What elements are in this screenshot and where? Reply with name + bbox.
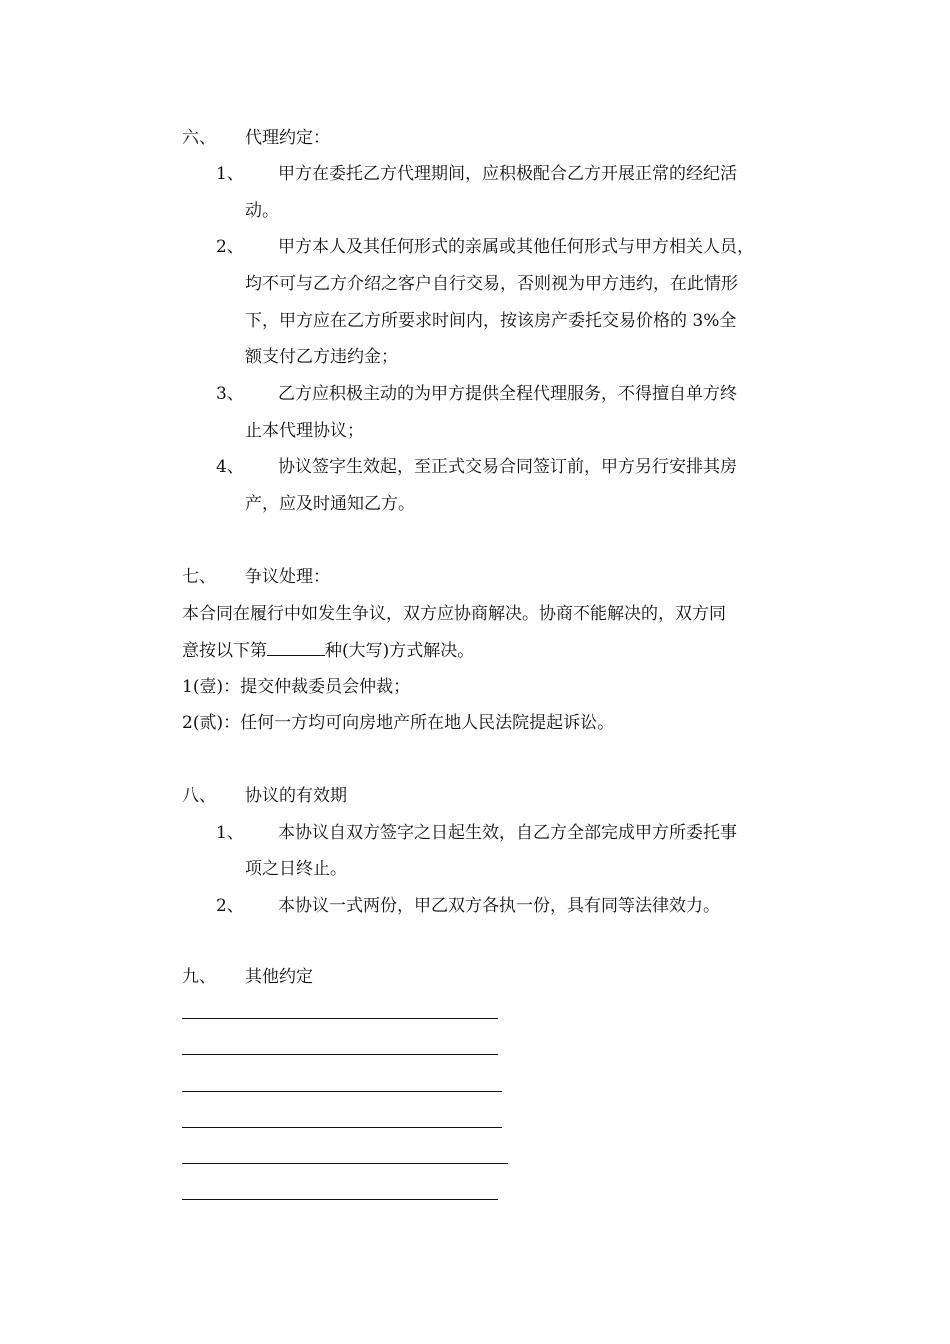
s8-item-2-number: 2、 xyxy=(216,896,244,916)
blank-line-2[interactable] xyxy=(182,1054,498,1055)
section-9-title: 其他约定 xyxy=(245,967,313,987)
section-8-number: 八、 xyxy=(182,786,216,806)
s7-text-before-blank: 意按以下第 xyxy=(182,641,267,661)
s6-item-1-line-2: 动。 xyxy=(245,201,279,221)
s6-item-2-number: 2、 xyxy=(216,237,244,257)
section-9-number: 九、 xyxy=(182,967,216,987)
blank-line-4[interactable] xyxy=(182,1127,502,1128)
s7-paragraph-line-1: 本合同在履行中如发生争议，双方应协商解决。协商不能解决的，双方同 xyxy=(182,604,726,624)
s6-item-2-line-2: 均不可与乙方介绍之客户自行交易，否则视为甲方违约，在此情形 xyxy=(245,274,738,294)
s8-item-1-line-2: 项之日终止。 xyxy=(245,859,347,879)
s6-item-3-line-2: 止本代理协议； xyxy=(245,421,364,441)
s7-paragraph-line-2 xyxy=(182,639,474,662)
blank-line-5[interactable] xyxy=(182,1163,508,1164)
section-8-title: 协议的有效期 xyxy=(245,786,347,806)
s6-item-2-line-3: 下，甲方应在乙方所要求时间内，按该房产委托交易价格的 3%全 xyxy=(245,311,737,331)
s8-item-1-line-1: 本协议自双方签字之日起生效，自乙方全部完成甲方所委托事 xyxy=(278,823,737,843)
s6-item-4-number: 4、 xyxy=(216,457,244,477)
section-6-number: 六、 xyxy=(182,128,216,148)
s6-item-1-number: 1、 xyxy=(216,164,244,184)
blank-line-6[interactable] xyxy=(182,1199,498,1200)
blank-line-1[interactable] xyxy=(182,1018,498,1019)
s6-item-4-line-1: 协议签字生效起，至正式交易合同签订前，甲方另行安排其房 xyxy=(278,457,737,477)
s7-option-1: 1(壹)：提交仲裁委员会仲裁； xyxy=(182,677,411,697)
s8-item-2-line-1: 本协议一式两份，甲乙双方各执一份，具有同等法律效力。 xyxy=(278,896,720,916)
s6-item-2-line-1: 甲方本人及其任何形式的亲属或其他任何形式与甲方相关人员， xyxy=(278,237,754,257)
s7-option-2: 2(贰)：任何一方均可向房地产所在地人民法院提起诉讼。 xyxy=(182,713,615,733)
s6-item-4-line-2: 产，应及时通知乙方。 xyxy=(245,494,415,514)
choice-blank-field[interactable] xyxy=(267,639,325,656)
s6-item-3-number: 3、 xyxy=(216,384,244,404)
s6-item-2-line-4: 额支付乙方违约金； xyxy=(245,347,398,367)
section-7-number: 七、 xyxy=(182,567,216,587)
s6-item-1-line-1: 甲方在委托乙方代理期间，应积极配合乙方开展正常的经纪活 xyxy=(278,164,737,184)
s8-item-1-number: 1、 xyxy=(216,823,244,843)
s7-text-after-blank: 种(大写)方式解决。 xyxy=(325,641,475,661)
blank-line-3[interactable] xyxy=(182,1091,502,1092)
section-6-title: 代理约定： xyxy=(245,128,330,148)
section-7-title: 争议处理： xyxy=(245,567,330,587)
s6-item-3-line-1: 乙方应积极主动的为甲方提供全程代理服务，不得擅自单方终 xyxy=(278,384,737,404)
